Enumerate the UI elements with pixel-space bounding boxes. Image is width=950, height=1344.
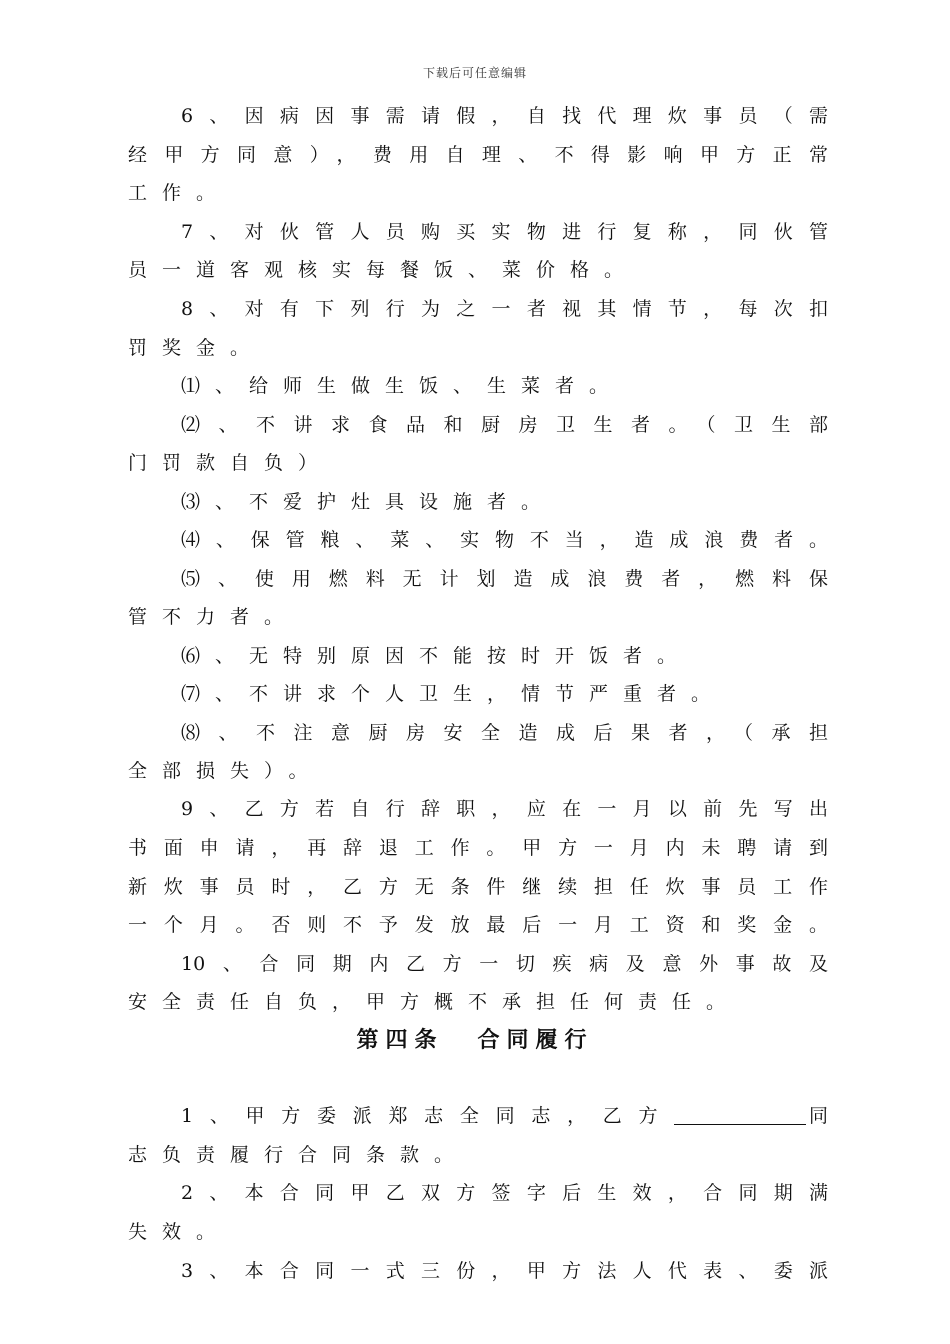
page-header: 下载后可任意编辑 bbox=[422, 66, 527, 80]
body-line: 门罚款自负） bbox=[128, 452, 333, 474]
body-line: 新炊事员时，乙方无条件继续担任炊事员工作 bbox=[128, 876, 828, 898]
body-line: 6、因病因事需请假，自找代理炊事员（需 bbox=[181, 105, 828, 127]
body-line: 安全责任自负，甲方概不承担任何责任。 bbox=[128, 991, 741, 1013]
body-line: 10、合同期内乙方一切疾病及意外事故及 bbox=[181, 953, 828, 975]
clause-4-1-tail: 同 bbox=[806, 1105, 828, 1127]
section-title: 合同履行 bbox=[477, 1028, 594, 1053]
body-line: 管不力者。 bbox=[128, 606, 299, 628]
signature-blank bbox=[674, 1104, 806, 1125]
body-line: ⑺、不讲求个人卫生，情节严重者。 bbox=[181, 683, 726, 705]
body-line: 经甲方同意），费用自理、不得影响甲方正常 bbox=[128, 144, 828, 166]
section-number: 第四条 bbox=[356, 1028, 444, 1053]
body-line: ⑸、使用燃料无计划造成浪费者，燃料保 bbox=[181, 568, 828, 590]
body-line: 书面申请，再辞退工作。甲方一月内未聘请到 bbox=[128, 837, 828, 859]
body-line: 7、对伙管人员购买实物进行复称，同伙管 bbox=[181, 221, 828, 243]
body-line: ⑷、保管粮、菜、实物不当，造成浪费者。 bbox=[181, 529, 828, 551]
body-line: 一个月。否则不予发放最后一月工资和奖金。 bbox=[128, 914, 828, 936]
body-line: ⑶、不爱护灶具设施者。 bbox=[181, 491, 556, 513]
clause-4-1-line bbox=[181, 1104, 828, 1128]
body-line: ⑵、不讲求食品和厨房卫生者。（卫生部 bbox=[181, 414, 828, 436]
clause-4-2: 2、本合同甲乙双方签字后生效，合同期满 bbox=[181, 1182, 828, 1204]
body-line: ⑻、不注意厨房安全造成后果者，（承担 bbox=[181, 722, 828, 744]
body-line: 8、对有下列行为之一者视其情节，每次扣 bbox=[181, 298, 828, 320]
clause-4-1-text: 1、甲方委派郑志全同志，乙方 bbox=[181, 1105, 675, 1127]
section-heading bbox=[0, 1028, 950, 1054]
body-line: 工作。 bbox=[128, 182, 231, 204]
body-line: 9、乙方若自行辞职，应在一月以前先写出 bbox=[181, 798, 828, 820]
clause-4-3: 3、本合同一式三份，甲方法人代表、委派 bbox=[181, 1260, 828, 1282]
body-line: 全部损失）。 bbox=[128, 760, 323, 782]
body-line: ⑹、无特别原因不能按时开饭者。 bbox=[181, 645, 692, 667]
body-line: ⑴、给师生做生饭、生菜者。 bbox=[181, 375, 624, 397]
body-line: 员一道客观核实每餐饭、菜价格。 bbox=[128, 259, 639, 281]
clause-4-2-cont: 失效。 bbox=[128, 1221, 231, 1243]
clause-4-1-cont: 志负责履行合同条款。 bbox=[128, 1144, 469, 1166]
body-line: 罚奖金。 bbox=[128, 337, 265, 359]
